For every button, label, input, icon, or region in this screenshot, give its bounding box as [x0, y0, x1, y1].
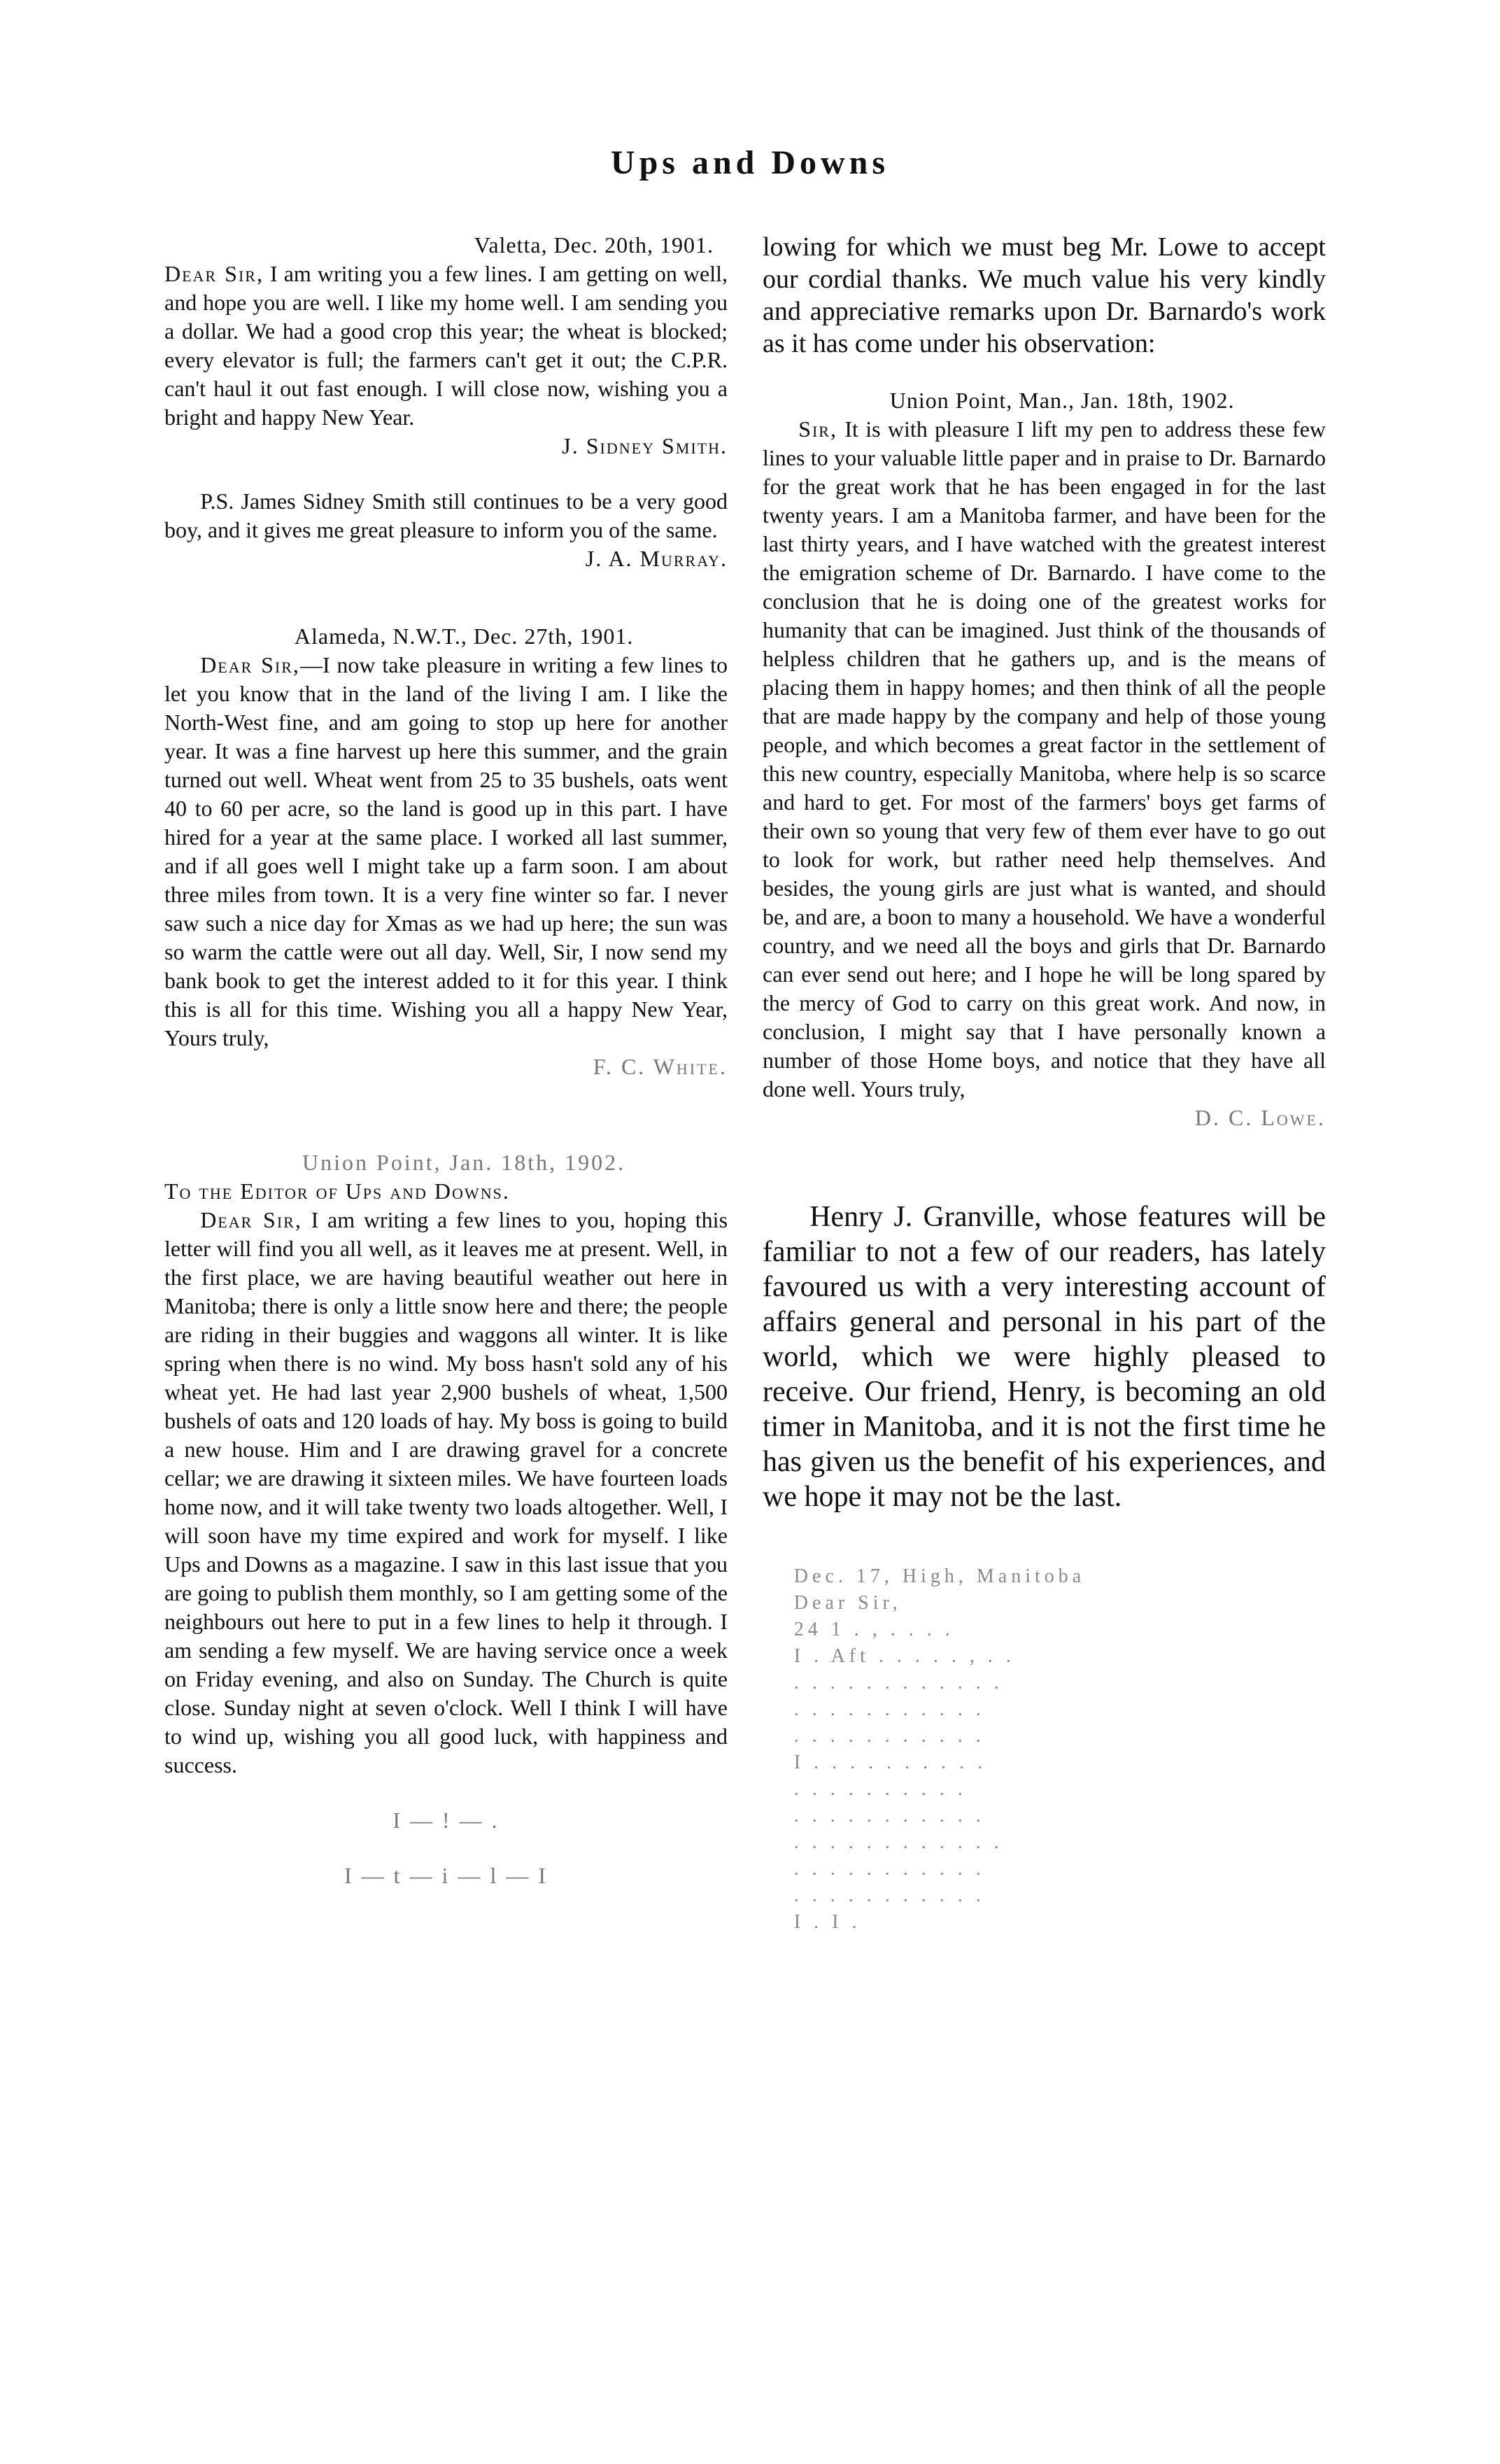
letter3-body: I am writing a few lines to you, hoping this letter will find you all well, as it leaves me at present. Well, in the first place, we are having beautiful weather out here in Manitoba; there is only a little snow here and there; the people are riding in their buggies and waggons all winter. It is like spring when there is no wind. My boss hasn't sold any of his wheat yet. He had last year 2,900 bushels of wheat, 1,500 bushels of oats and 120 loads of hay. My boss is going to build a new house. Him and I are drawing gravel for a concrete cellar; we are drawing it sixteen miles. We have fourteen loads home now, and it will take twenty two loads altogether. Well, I will soon have my time expired and work for myself. I like Ups and Downs as a magazine. I saw in this last issue that you are going to publish them monthly, so I am getting some of the neighbours out here to put in a few lines to help it through. I am sending a few myself. We are having service once a week on Friday evening, and also on Sunday. The Church is quite close. Sunday night at seven o'clock. Well I think I will have to wind up, wishing you all good luck, with happiness and success. — [164, 1207, 728, 1777]
letter3-address: To the Editor of Ups and Downs. — [164, 1178, 510, 1204]
letter2-body: —I now take pleasure in writing a few lines to let you know that in the land of the living I am. I like the North-West fine, and am going to stop up here for another year. It was a fine harvest up here this summer, and the grain turned out well. Wheat went from 25 to 35 bushels, oats went 40 to 60 per acre, so the land is good up in this part. I have hired for a year at the same place. I worked all last summer, and if all goes well I might take up a farm soon. I am about three miles from town. It is a very fine winter so far. I never saw such a nice day for Xmas as we had up here; the sun was so warm the cattle were out all day. Well, Sir, I now send my bank book to get the interest added to it for this year. I think this is all for this time. Wishing you all a happy New Year, Yours truly, — [164, 652, 728, 1050]
letter1-paragraph — [164, 260, 728, 432]
faint-line: . . . . . . . . . . . — [793, 1698, 985, 1720]
letter2-signature: F. C. White. — [593, 1054, 728, 1079]
faint-line: . . . . . . . . . . . — [793, 1805, 985, 1826]
faint-line: . . . . . . . . . . — [793, 1778, 967, 1800]
faint-letter-block — [763, 1563, 1326, 1936]
faint-line: . . . . . . . . . . . — [793, 1725, 985, 1747]
letter4-dateline: Union Point, Man., Jan. 18th, 1902. — [889, 388, 1235, 413]
right-column — [763, 231, 1326, 1936]
letter4-signature: D. C. Lowe. — [1194, 1105, 1326, 1130]
postscript-text: P.S. James Sidney Smith still continues to be a very good boy, and it gives me great pleasure to inform you of the same. — [164, 488, 728, 542]
left-column — [164, 231, 728, 1890]
faint-line: Dec. 17, High, Manitoba — [793, 1565, 1086, 1587]
faint-line: . . . . . . . . . . . — [793, 1885, 985, 1906]
faint-line: . . . . . . . . . . . . — [793, 1831, 1003, 1853]
postscript-signature: J. A. Murray. — [585, 546, 728, 571]
letter2-dateline: Alameda, N.W.T., Dec. 27th, 1901. — [294, 624, 634, 649]
faint-line: I . Aft . . . . . , . . — [793, 1645, 1015, 1667]
faint-tail-2: I — t — i — l — I — [344, 1863, 548, 1888]
letter1-body: I am writing you a few lines. I am getting on well, and hope you are well. I like my home well. I am sending you a dollar. We had a good crop this year; the wheat is blocked; every elevator is full; the farmers can't get it out; the C.P.R. can't haul it out fast enough. I will close now, wishing you a bright and happy New Year. — [164, 261, 728, 430]
letter1-salutation: Dear Sir, — [164, 261, 264, 286]
faint-line: . . . . . . . . . . . — [793, 1858, 985, 1880]
faint-line: 24 1 . , . . . . — [793, 1619, 954, 1640]
letter2-paragraph — [164, 651, 728, 1053]
faint-line: I . . . . . . . . . . — [793, 1752, 987, 1773]
letter3-salutation: Dear Sir, — [200, 1207, 302, 1232]
letter4-salutation: Sir, — [798, 416, 837, 442]
faint-tail-1: I — ! — . — [392, 1808, 500, 1833]
letter4-paragraph — [763, 415, 1326, 1104]
letter4-body: It is with pleasure I lift my pen to address these few lines to your valuable little paper and in praise to Dr. Barnardo for the great work that he has been engaged in for the last twenty years. I am a Manitoba farmer, and have been for the last thirty years, and I have watched with the greatest interest the emigration scheme of Dr. Barnardo. I have come to the conclusion that he is doing one of the greatest works for humanity that can be imagined. Just think of the thousands of helpless children that he gathers up, and is the means of placing them in happy homes; and then think of all the people that are made happy by the company and help of those young people, and which becomes a great factor in the settlement of this new country, especially Manitoba, where help is so scarce and hard to get. For most of the farmers' boys get farms of their own so young that very few of them ever have to go out to look for work, but rather need help themselves. And besides, the young girls are just what is wanted, and should be, and are, a boon to many a household. We have a wonderful country, and we need all the boys and girls that Dr. Barnardo can ever send out here; and I hope he will be long spared by the mercy of God to carry on this great work. And now, in conclusion, I might say that I have personally known a number of those Home boys, and notice that they have all done well. Yours truly, — [763, 416, 1326, 1101]
letter2-salutation: Dear Sir, — [200, 652, 300, 677]
letter3-paragraph — [164, 1206, 728, 1780]
continuation-paragraph: lowing for which we must beg Mr. Lowe to accept our cordial thanks. We much value his very kindly and appreciative remarks upon Dr. Barnardo's work as it has come under his observation: — [763, 232, 1326, 358]
letter3-dateline: Union Point, Jan. 18th, 1902. — [302, 1150, 626, 1175]
faint-line: I . I . — [793, 1911, 861, 1933]
letter1-signature: J. Sidney Smith. — [562, 433, 728, 458]
running-head: Ups and Downs — [610, 144, 890, 181]
letter1-dateline: Valetta, Dec. 20th, 1901. — [474, 232, 714, 258]
faint-line: . . . . . . . . . . . . — [793, 1672, 1003, 1694]
faint-line: Dear Sir, — [793, 1592, 902, 1614]
granville-paragraph: Henry J. Granville, whose features will be familiar to not a few of our readers, has lately favoured us with a very interesting account of affairs general and personal in his part of the world, which we were highly pleased to receive. Our friend, Henry, is becoming an old timer in Manitoba, and it is not the first time he has given us the benefit of his experiences, and we hope it may not be the last. — [763, 1201, 1326, 1513]
